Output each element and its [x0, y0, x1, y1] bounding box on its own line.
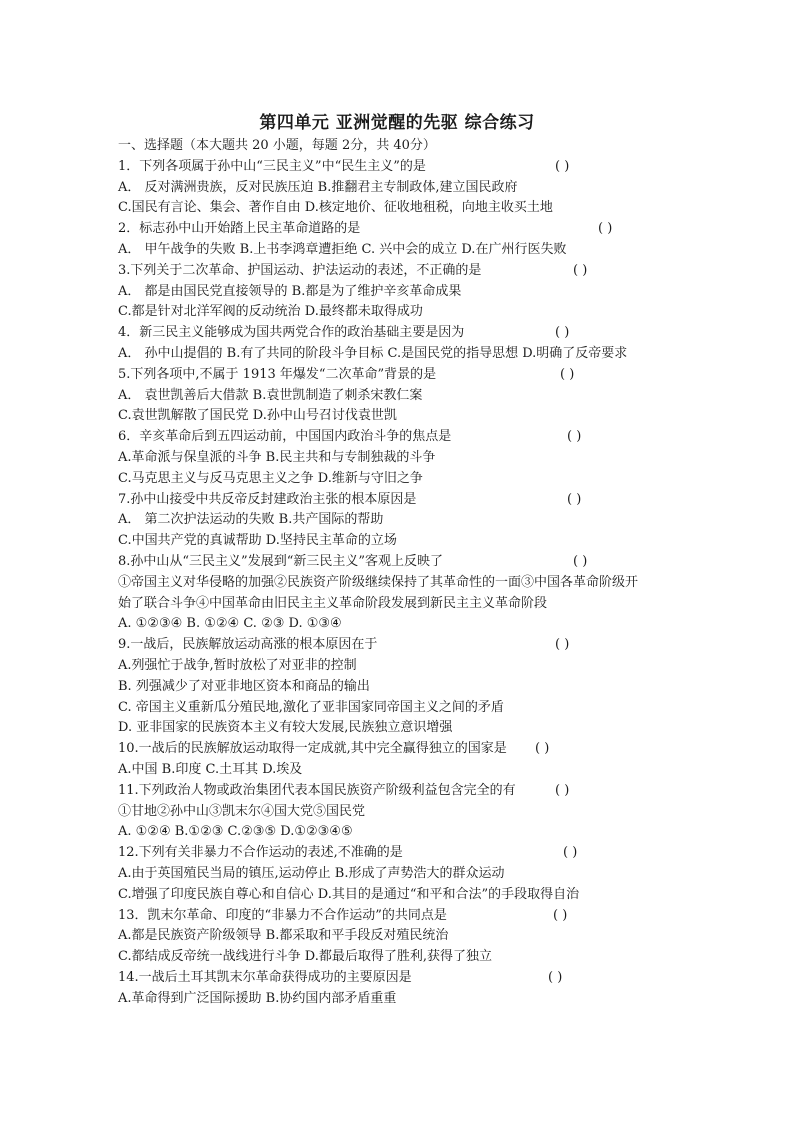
- question-stem: 8.孙中山从“三民主义”发展到“新三民主义”客观上反映了: [118, 554, 443, 569]
- question-option-line: A.中国 B.印度 C.土耳其 D.埃及: [118, 762, 303, 777]
- question-stem: 9.一战后，民族解放运动高涨的根本原因在于: [118, 637, 378, 653]
- question-option-line: A． 甲午战争的失败 B.上书李鸿章遭拒绝 C. 兴中会的成立 D.在广州行医失败: [118, 242, 567, 257]
- question-option-line: A.革命派与保皇派的斗争 B.民主共和与专制独裁的斗争: [118, 450, 436, 465]
- question-option-line: A.革命得到广泛国际援助 B.协约国内部矛盾重重: [118, 990, 397, 1006]
- answer-blank: ( ): [598, 221, 613, 237]
- question-stem: 1．下列各项属于孙中山“三民主义”中“民生主义”的是: [118, 158, 426, 174]
- answer-blank: ( ): [555, 325, 570, 341]
- document-title: 第四单元 亚洲觉醒的先驱 综合练习: [259, 113, 535, 133]
- question-option-line: A.都是民族资产阶级领导 B.都采取和平手段反对殖民统治: [118, 928, 449, 944]
- question-option-line: C.增强了印度民族自尊心和自信心 D.其目的是通过“和平和合法”的手段取得自治: [118, 886, 580, 902]
- question-option-line: C. 帝国主义重新瓜分殖民地,激化了亚非国家同帝国主义之间的矛盾: [118, 699, 504, 715]
- question-option-line: D. 亚非国家的民族资本主义有较大发展,民族独立意识增强: [118, 720, 453, 736]
- question-option-line: B. 列强减少了对亚非地区资本和商品的输出: [118, 678, 370, 694]
- question-option-line: C.都是针对北洋军阀的反动统治 D.最终都未取得成功: [118, 304, 423, 320]
- question-option-line: A． 袁世凯善后大借款 B.袁世凯制造了刺杀宋教仁案: [118, 387, 423, 403]
- question-stem: 4．新三民主义能够成为国共两党合作的政治基础主要是因为: [118, 325, 465, 341]
- question-stem: 13．凯末尔革命、印度的“非暴力不合作运动”的共同点是: [118, 907, 447, 923]
- answer-blank: ( ): [573, 262, 588, 278]
- question-stem: 12.下列有关非暴力不合作运动的表述,不准确的是: [118, 845, 403, 861]
- question-stem: 6．辛亥革命后到五四运动前，中国国内政治斗争的焦点是: [118, 429, 452, 445]
- question-stem: 5.下列各项中,不属于 1913 年爆发“二次革命”背景的是: [118, 366, 437, 382]
- question-option-line: A.列强忙于战争,暂时放松了对亚非的控制: [118, 658, 357, 673]
- question-stem: 2．标志孙中山开始踏上民主革命道路的是: [118, 221, 361, 237]
- question-option-line: A． 第二次护法运动的失败 B.共产国际的帮助: [118, 512, 384, 528]
- question-stem: 7.孙中山接受中共反帝反封建政治主张的根本原因是: [118, 491, 417, 507]
- answer-blank: ( ): [567, 491, 582, 507]
- answer-blank: ( ): [555, 158, 570, 174]
- answer-blank: ( ): [560, 366, 575, 382]
- section-heading: 一、选择题（本大题共 20 小题，每题 2分，共 40分）: [118, 138, 436, 153]
- question-stem: 10.一战后的民族解放运动取得一定成就,其中完全赢得独立的国家是: [118, 741, 507, 757]
- question-option-line: A． 都是由国民党直接领导的 B.都是为了维护辛亥革命成果: [118, 283, 462, 299]
- question-stem: 3.下列关于二次革命、护国运动、护法运动的表述，不正确的是: [118, 262, 482, 278]
- question-option-line: ①甘地②孙中山③凯末尔④国大党⑤国民党: [118, 803, 366, 819]
- answer-blank: ( ): [555, 782, 570, 798]
- question-option-line: C.都结成反帝统一战线进行斗争 D.都最后取得了胜利,获得了独立: [118, 949, 492, 965]
- answer-blank: ( ): [567, 429, 582, 445]
- question-option-line: C.国民有言论、集会、著作自由 D.核定地价、征收地租税，向地主收买土地: [118, 200, 553, 216]
- question-option-line: C.袁世凯解散了国民党 D.孙中山号召讨伐袁世凯: [118, 408, 397, 424]
- answer-blank: ( ): [573, 554, 588, 569]
- question-option-line: A． 反对满洲贵族，反对民族压迫 B.推翻君主专制政体,建立国民政府: [118, 179, 518, 195]
- question-option-line: A.由于英国殖民当局的镇压,运动停止 B.形成了声势浩大的群众运动: [118, 866, 505, 881]
- answer-blank: ( ): [555, 637, 570, 653]
- question-option-line: C.马克思主义与反马克思主义之争 D.维新与守旧之争: [118, 470, 423, 486]
- answer-blank: ( ): [563, 845, 578, 861]
- question-option-line: 始了联合斗争④中国革命由旧民主主义革命阶段发展到新民主主义革命阶段: [118, 595, 548, 611]
- answer-blank: ( ): [535, 741, 550, 757]
- answer-blank: ( ): [553, 907, 568, 923]
- question-option-line: A. ①②③④ B. ①②④ C. ②③ D. ①③④: [118, 616, 342, 632]
- question-option-line: A． 孙中山提倡的 B.有了共同的阶段斗争目标 C.是国民党的指导思想 D.明确了反帝要求: [118, 346, 628, 361]
- answer-blank: ( ): [548, 970, 563, 985]
- question-stem: 11.下列政治人物或政治集团代表本国民族资产阶级利益包含完全的有: [118, 782, 516, 798]
- question-stem: 14.一战后土耳其凯末尔革命获得成功的主要原因是: [118, 970, 412, 985]
- question-option-line: C.中国共产党的真诚帮助 D.坚持民主革命的立场: [118, 533, 397, 549]
- question-option-line: A. ①②④ B.①②③ C.②③⑤ D.①②③④⑤: [118, 824, 353, 840]
- question-option-line: ①帝国主义对华侵略的加强②民族资产阶级继续保持了其革命性的一面③中国各革命阶级开: [118, 574, 639, 590]
